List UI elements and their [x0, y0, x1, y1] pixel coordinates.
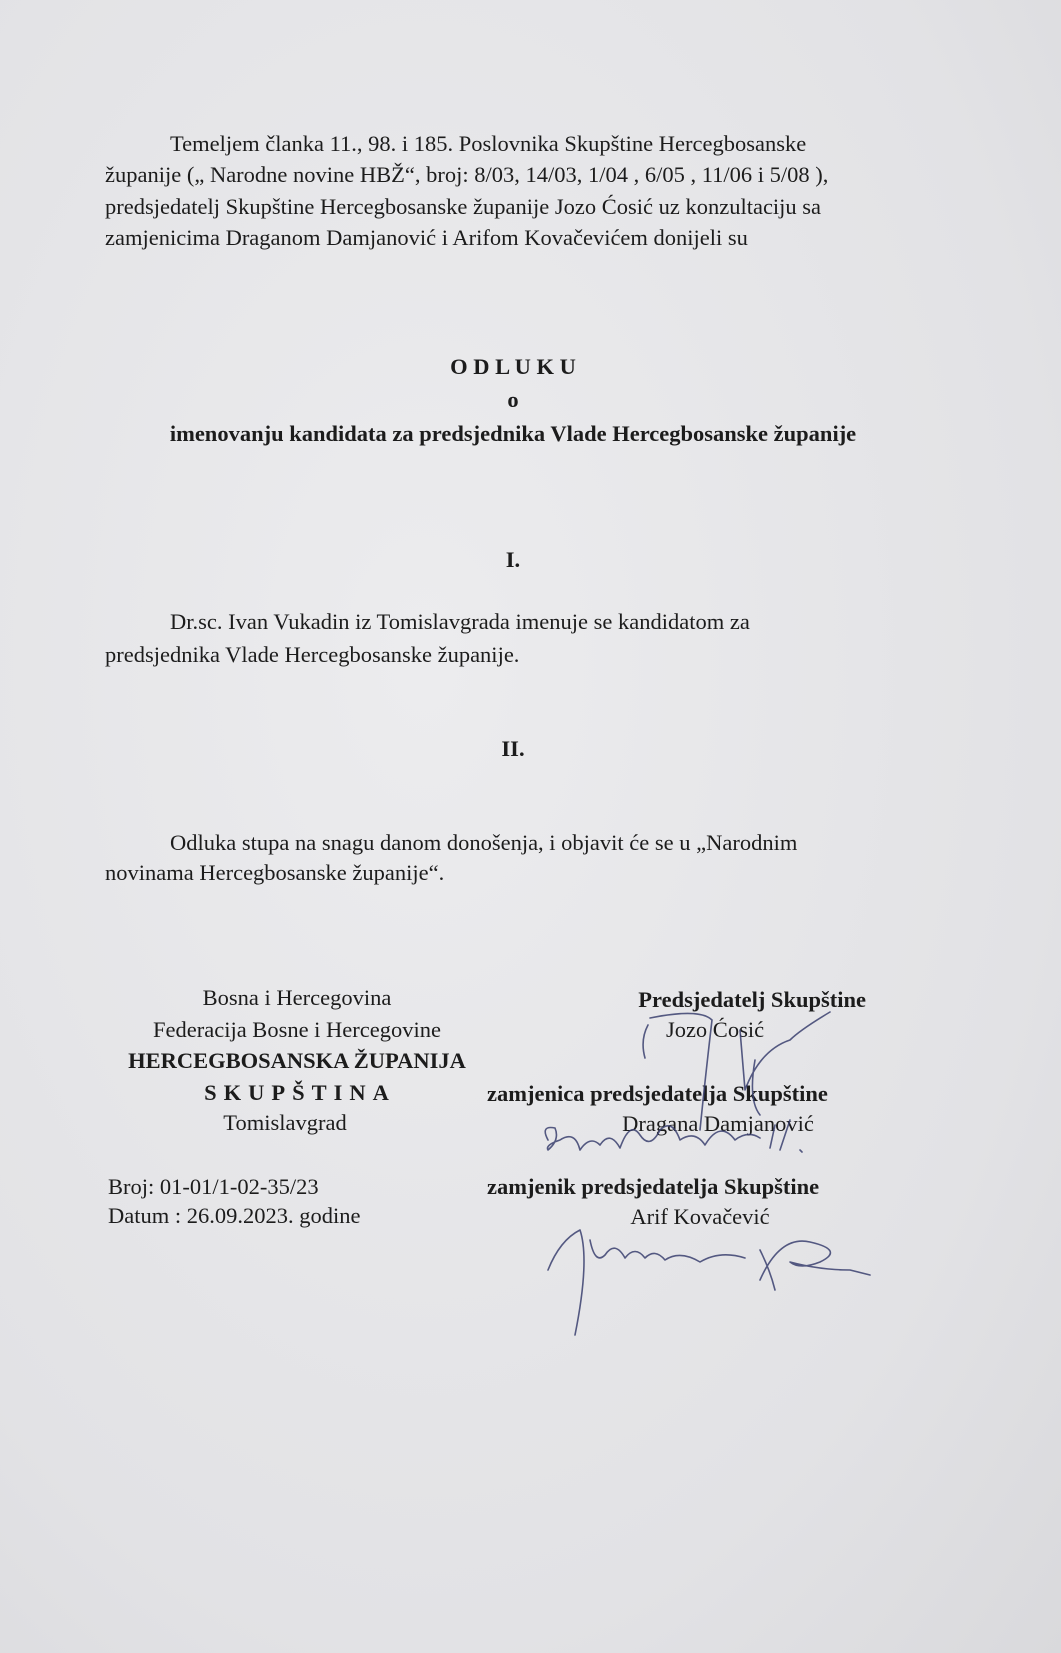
issuer-federation: Federacija Bosne i Hercegovine — [152, 1017, 442, 1042]
signatory-name: Arif Kovačević — [630, 1204, 770, 1229]
signatory-role: Predsjedatelj Skupštine — [638, 987, 866, 1012]
decision-heading: O D L U K U — [450, 354, 576, 379]
signatory-role: zamjenik predsjedatelja Skupštine — [487, 1174, 820, 1199]
article-number: II. — [501, 736, 525, 761]
signatory-name: Dragana Damjanović — [622, 1111, 814, 1136]
signatory-role: zamjenica predsjedatelja Skupštine — [487, 1081, 828, 1106]
preamble-line: predsjedatelj Skupštine Hercegbosanske županije Jozo Ćosić uz konzultaciju sa — [105, 194, 822, 219]
preamble-line: županije („ Narodne novine HBŽ“, broj: 8/03, 14/03, 1/04 , 6/05 , 11/06 i 5/08 ), — [105, 162, 829, 187]
decision-o: o — [507, 387, 519, 412]
document-number: Broj: 01-01/1-02-35/23 — [108, 1174, 319, 1199]
article-text: Dr.sc. Ivan Vukadin iz Tomislavgrada imenuje se kandidatom za — [170, 609, 750, 634]
signature-kovacevic — [548, 1230, 870, 1335]
document-date: Datum : 26.09.2023. godine — [108, 1203, 361, 1228]
article-text: Odluka stupa na snagu danom donošenja, i objavit će se u „Narodnim — [170, 830, 798, 855]
article-text: novinama Hercegbosanske županije“. — [105, 860, 445, 885]
issuer-country: Bosna i Hercegovina — [202, 985, 392, 1010]
signatory-name: Jozo Ćosić — [665, 1017, 765, 1042]
decision-subject: imenovanju kandidata za predsjednika Vlade Hercegbosanske županije — [169, 421, 857, 446]
issuer-body: SKUPŠTINA — [204, 1080, 396, 1105]
issuer-county: HERCEGBOSANSKA ŽUPANIJA — [128, 1048, 466, 1073]
issuer-city: Tomislavgrad — [223, 1110, 347, 1135]
preamble-line: Temeljem članka 11., 98. i 185. Poslovnika Skupštine Hercegbosanske — [170, 131, 807, 156]
article-text: predsjednika Vlade Hercegbosanske županije. — [105, 642, 520, 667]
article-number: I. — [505, 547, 521, 572]
preamble-line: zamjenicima Draganom Damjanović i Arifom Kovačevićem donijeli su — [105, 225, 748, 250]
